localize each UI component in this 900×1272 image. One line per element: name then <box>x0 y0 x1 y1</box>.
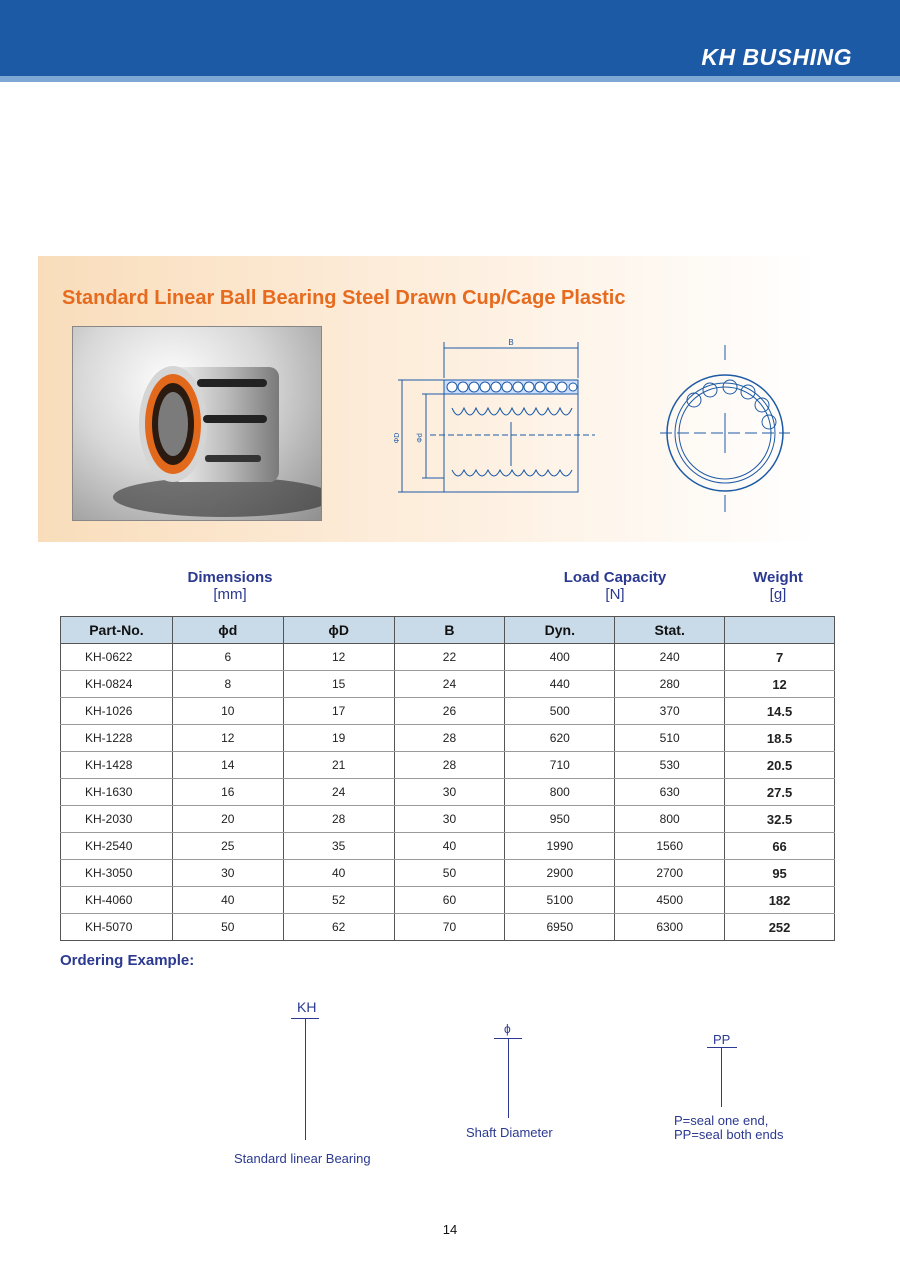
weight-header <box>733 569 823 603</box>
dynamic-load-cell: 2900 <box>505 860 615 887</box>
dynamic-load-cell: 800 <box>505 779 615 806</box>
table-row <box>61 698 835 725</box>
outer-dia-label: ΦD <box>394 432 401 444</box>
dynamic-load-cell: 440 <box>505 671 615 698</box>
static-load-cell: 800 <box>615 806 725 833</box>
dynamic-load-cell: 6950 <box>505 914 615 941</box>
part-no-cell: KH-0824 <box>61 671 173 698</box>
inner-dia-cell: 14 <box>172 752 283 779</box>
weight-label: Weight <box>753 569 803 586</box>
inner-dia-label: Φd <box>417 433 424 443</box>
outer-dia-cell: 19 <box>283 725 394 752</box>
part-no-cell: KH-1228 <box>61 725 173 752</box>
length-cell: 28 <box>394 725 505 752</box>
col-outer-dia: ϕD <box>283 617 394 644</box>
inner-dia-cell: 25 <box>172 833 283 860</box>
inner-dia-cell: 6 <box>172 644 283 671</box>
phi-code: ϕ <box>504 1022 511 1036</box>
inner-dia-cell: 30 <box>172 860 283 887</box>
weight-cell: 252 <box>725 914 835 941</box>
length-cell: 70 <box>394 914 505 941</box>
dimensions-header <box>170 569 290 603</box>
col-inner-dia: ϕd <box>172 617 283 644</box>
outer-dia-cell: 12 <box>283 644 394 671</box>
spec-table-body <box>61 644 835 941</box>
static-load-cell: 4500 <box>615 887 725 914</box>
length-cell: 24 <box>394 671 505 698</box>
outer-dia-cell: 62 <box>283 914 394 941</box>
ordering-title: Ordering Example: <box>60 952 195 969</box>
load-capacity-unit: [N] <box>605 586 625 603</box>
dynamic-load-cell: 950 <box>505 806 615 833</box>
dynamic-load-cell: 5100 <box>505 887 615 914</box>
kh-code: KH <box>297 999 317 1015</box>
dimensions-unit: [mm] <box>213 586 247 603</box>
bearing-photo-illustration <box>73 327 321 520</box>
table-header-row <box>61 617 835 644</box>
table-row <box>61 644 835 671</box>
outer-dia-cell: 17 <box>283 698 394 725</box>
outer-dia-cell: 35 <box>283 833 394 860</box>
bearing-section-drawing <box>390 338 605 498</box>
product-photo <box>72 326 322 521</box>
part-no-cell: KH-4060 <box>61 887 173 914</box>
static-load-cell: 370 <box>615 698 725 725</box>
table-row <box>61 914 835 941</box>
weight-cell: 14.5 <box>725 698 835 725</box>
weight-cell: 182 <box>725 887 835 914</box>
part-no-cell: KH-1026 <box>61 698 173 725</box>
table-row <box>61 833 835 860</box>
bearing-end-view-drawing <box>650 340 800 515</box>
length-cell: 30 <box>394 806 505 833</box>
length-cell: 28 <box>394 752 505 779</box>
pp-underline <box>707 1047 737 1048</box>
static-load-cell: 2700 <box>615 860 725 887</box>
part-no-cell: KH-3050 <box>61 860 173 887</box>
outer-dia-cell: 28 <box>283 806 394 833</box>
phi-leader <box>508 1038 509 1118</box>
dynamic-load-cell: 400 <box>505 644 615 671</box>
col-weight <box>725 617 835 644</box>
inner-dia-cell: 16 <box>172 779 283 806</box>
static-load-cell: 510 <box>615 725 725 752</box>
dimensions-label: Dimensions <box>187 569 273 586</box>
weight-cell: 95 <box>725 860 835 887</box>
part-no-cell: KH-1428 <box>61 752 173 779</box>
outer-dia-cell: 40 <box>283 860 394 887</box>
inner-dia-cell: 50 <box>172 914 283 941</box>
spec-table <box>60 616 835 941</box>
pp-description-2: PP=seal both ends <box>674 1127 784 1142</box>
col-static: Stat. <box>615 617 725 644</box>
length-label: B <box>508 338 514 347</box>
dynamic-load-cell: 620 <box>505 725 615 752</box>
length-cell: 50 <box>394 860 505 887</box>
table-row <box>61 671 835 698</box>
weight-unit: [g] <box>769 586 787 603</box>
static-load-cell: 530 <box>615 752 725 779</box>
inner-dia-cell: 12 <box>172 725 283 752</box>
table-row <box>61 779 835 806</box>
dynamic-load-cell: 500 <box>505 698 615 725</box>
pp-description-1: P=seal one end, <box>674 1113 769 1128</box>
header-title: KH BUSHING <box>701 44 852 70</box>
pp-code: PP <box>713 1032 731 1047</box>
header-stripe <box>0 76 900 82</box>
outer-dia-cell: 52 <box>283 887 394 914</box>
page-number: 14 <box>442 1222 458 1237</box>
static-load-cell: 6300 <box>615 914 725 941</box>
phi-description: Shaft Diameter <box>466 1125 553 1140</box>
length-cell: 30 <box>394 779 505 806</box>
part-no-cell: KH-1630 <box>61 779 173 806</box>
part-no-cell: KH-0622 <box>61 644 173 671</box>
outer-dia-cell: 15 <box>283 671 394 698</box>
table-row <box>61 806 835 833</box>
weight-cell: 32.5 <box>725 806 835 833</box>
part-no-cell: KH-5070 <box>61 914 173 941</box>
length-cell: 26 <box>394 698 505 725</box>
outer-dia-cell: 21 <box>283 752 394 779</box>
inner-dia-cell: 20 <box>172 806 283 833</box>
dynamic-load-cell: 710 <box>505 752 615 779</box>
col-dynamic: Dyn. <box>505 617 615 644</box>
weight-cell: 18.5 <box>725 725 835 752</box>
col-part-no: Part-No. <box>61 617 173 644</box>
part-no-cell: KH-2540 <box>61 833 173 860</box>
weight-cell: 27.5 <box>725 779 835 806</box>
kh-description: Standard linear Bearing <box>234 1151 371 1166</box>
table-row <box>61 725 835 752</box>
weight-cell: 12 <box>725 671 835 698</box>
weight-cell: 20.5 <box>725 752 835 779</box>
static-load-cell: 240 <box>615 644 725 671</box>
product-title: Standard Linear Ball Bearing Steel Drawn Cup/Cage Plastic <box>62 287 626 309</box>
pp-leader <box>721 1047 722 1107</box>
table-row <box>61 887 835 914</box>
kh-leader <box>305 1018 306 1140</box>
part-no-cell: KH-2030 <box>61 806 173 833</box>
static-load-cell: 630 <box>615 779 725 806</box>
weight-cell: 7 <box>725 644 835 671</box>
table-row <box>61 860 835 887</box>
inner-dia-cell: 8 <box>172 671 283 698</box>
inner-dia-cell: 40 <box>172 887 283 914</box>
inner-dia-cell: 10 <box>172 698 283 725</box>
outer-dia-cell: 24 <box>283 779 394 806</box>
load-capacity-label: Load Capacity <box>563 569 667 586</box>
static-load-cell: 1560 <box>615 833 725 860</box>
load-capacity-header <box>545 569 685 603</box>
length-cell: 22 <box>394 644 505 671</box>
col-length: B <box>394 617 505 644</box>
weight-cell: 66 <box>725 833 835 860</box>
static-load-cell: 280 <box>615 671 725 698</box>
length-cell: 60 <box>394 887 505 914</box>
dynamic-load-cell: 1990 <box>505 833 615 860</box>
length-cell: 40 <box>394 833 505 860</box>
table-row <box>61 752 835 779</box>
